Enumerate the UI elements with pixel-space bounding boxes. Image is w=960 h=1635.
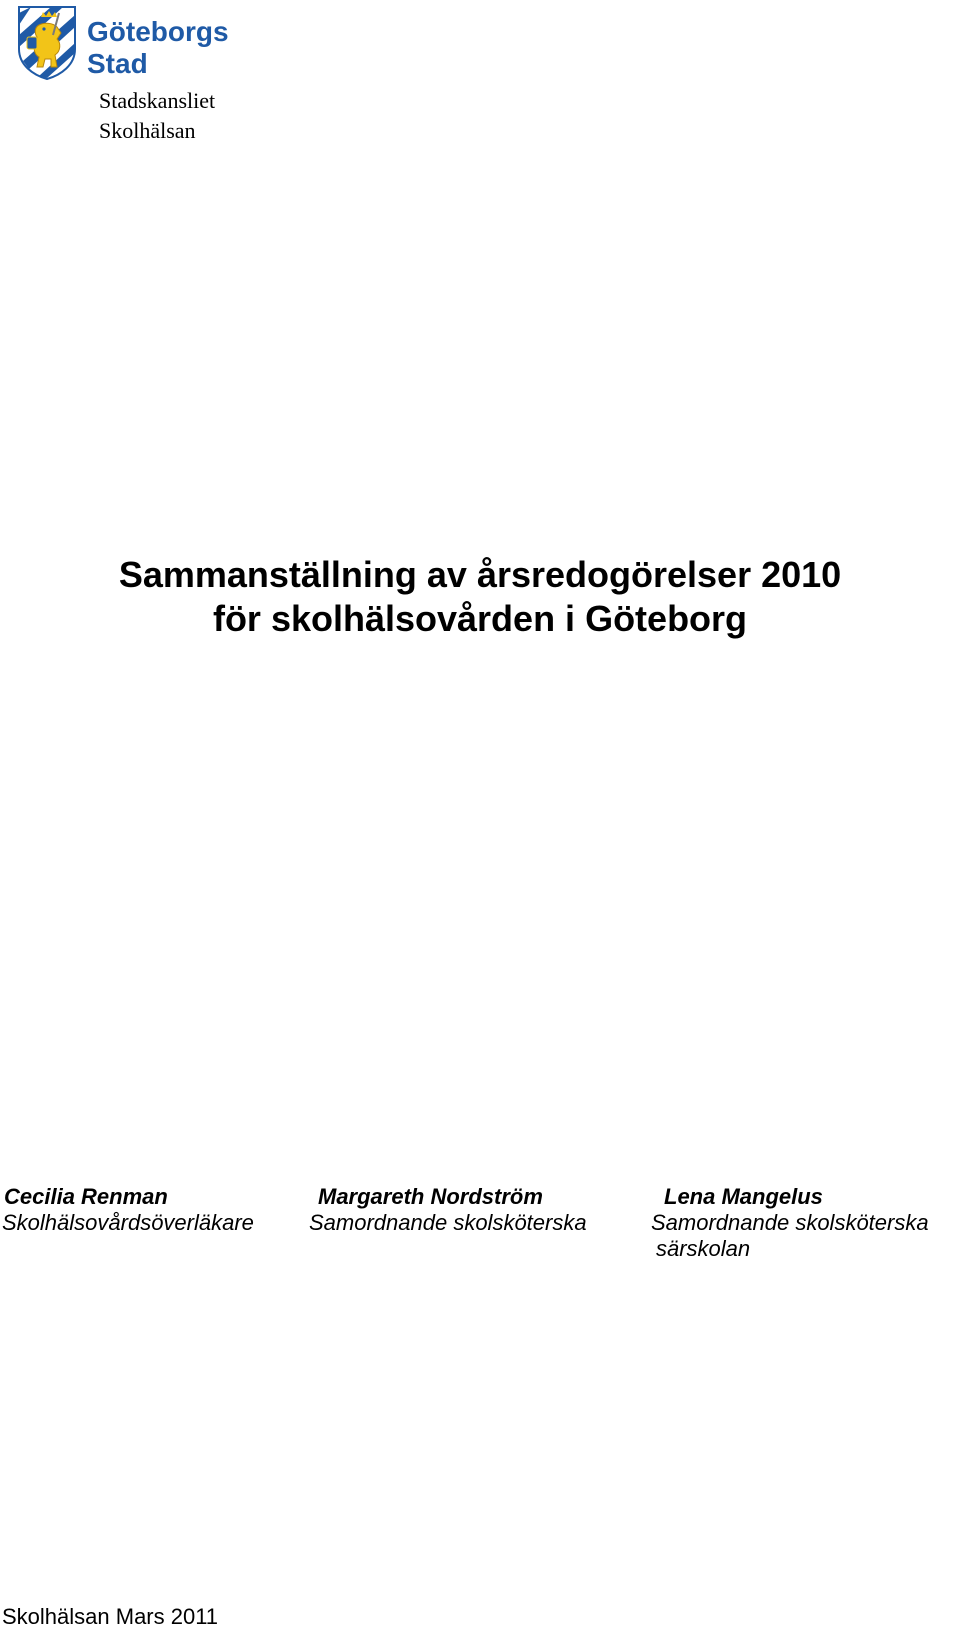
goteborgs-stad-logo bbox=[17, 5, 257, 81]
document-title-line2: för skolhälsovården i Göteborg bbox=[212, 598, 748, 639]
author-role: Skolhälsovårdsöverläkare bbox=[2, 1210, 254, 1235]
author-block bbox=[2, 1184, 254, 1236]
document-title-line1: Sammanställning av årsredogörelser 2010 bbox=[118, 554, 842, 595]
author-role: Samordnande skolsköterska bbox=[651, 1210, 929, 1235]
unit-name: Skolhälsan bbox=[99, 118, 196, 143]
author-role: Samordnande skolsköterska bbox=[309, 1210, 587, 1235]
author-name: Lena Mangelus bbox=[664, 1184, 823, 1209]
author-role-line2: särskolan bbox=[656, 1236, 751, 1261]
author-block bbox=[309, 1184, 587, 1236]
logo-text-line1: Göteborgs bbox=[87, 16, 229, 47]
author-block bbox=[651, 1184, 929, 1262]
author-name: Cecilia Renman bbox=[4, 1184, 168, 1209]
city-crest-icon bbox=[17, 5, 257, 81]
department-name: Stadskansliet bbox=[99, 88, 216, 113]
logo-text-line2: Stad bbox=[87, 48, 148, 79]
footer-text: Skolhälsan Mars 2011 bbox=[2, 1604, 219, 1629]
author-name: Margareth Nordström bbox=[318, 1184, 543, 1209]
